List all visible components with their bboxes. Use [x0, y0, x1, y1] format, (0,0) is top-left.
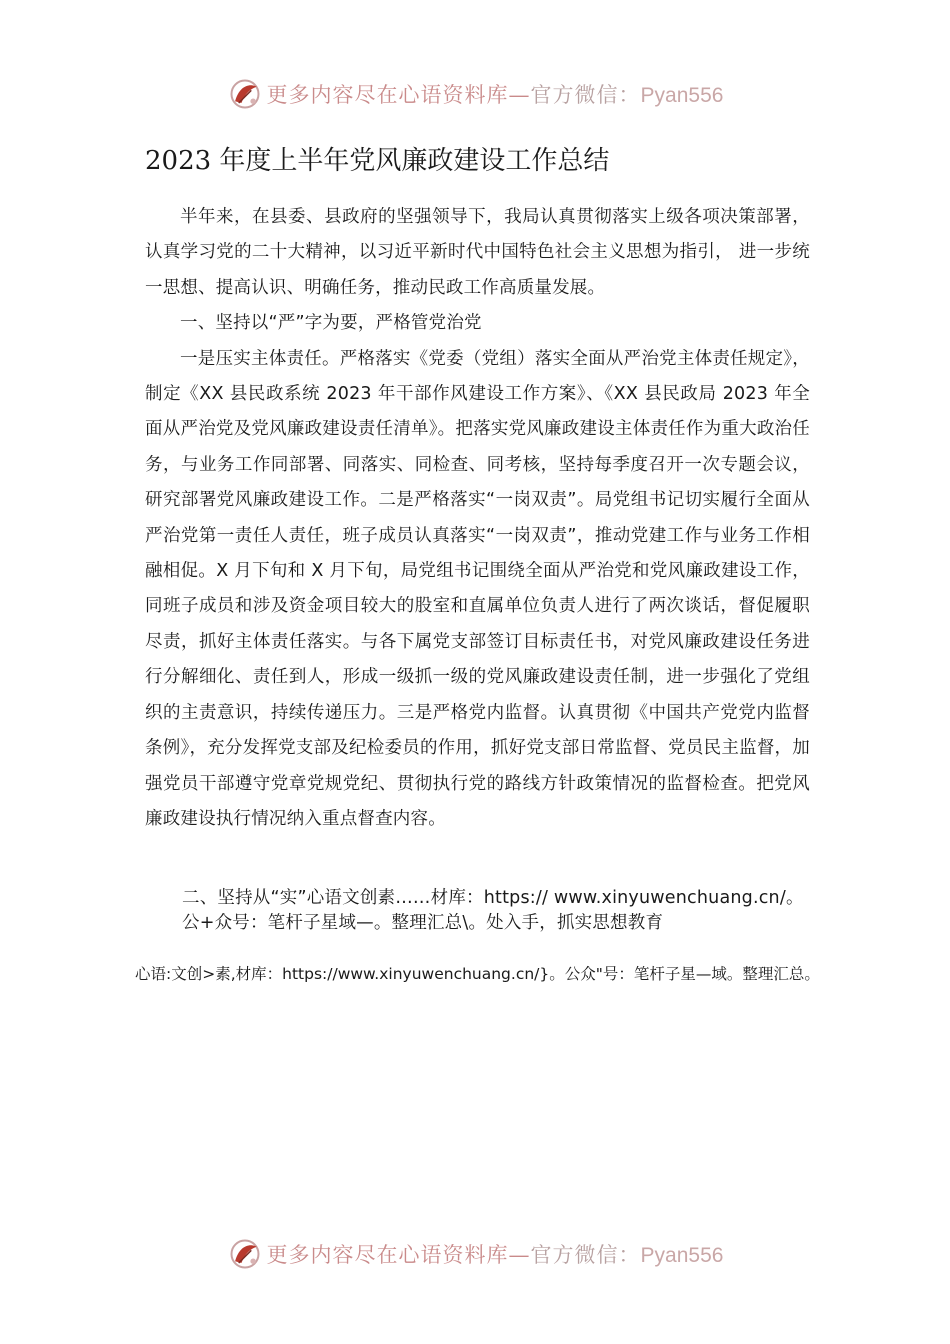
- banner-handle: Pyan556: [640, 84, 724, 107]
- banner-dash: —: [508, 1243, 531, 1267]
- banner-text: [267, 79, 724, 109]
- bottom-banner: [0, 1232, 950, 1276]
- banner-main: 更多内容尽在心语资料库: [266, 83, 509, 107]
- paragraph-intro: 半年来，在县委、县政府的坚强领导下，我局认真贯彻落实上级各项决策部署，认真学习党的二十大精神，以习近平新时代中国特色社会主义思想为指引， 进一步统一思想、提高认识、明确任务，推动民政工作高质量发展。: [145, 207, 810, 298]
- banner-handle: Pyan556: [640, 1244, 724, 1267]
- logo-icon: [227, 76, 263, 112]
- watermark-note: 心语:文创>素,材库：https://www.xinyuwenchuang.cn/}。公众"号：笔杆子星—域。整理汇总。: [135, 965, 820, 983]
- logo-icon: [227, 1236, 263, 1272]
- banner-dash: —: [508, 83, 531, 107]
- banner-wechat: 官方微信：: [530, 1243, 641, 1267]
- heading-section-2: 二、坚持从“实”心语文创素……材库：https:// www.xinyuwenchuang.cn/。公+众号：笔杆子星域—。整理汇总\。处入手，抓实思想教育: [182, 888, 804, 933]
- page-title: 2023 年度上半年党风廉政建设工作总结: [145, 146, 610, 176]
- paragraph-section-1: 一是压实主体责任。严格落实《党委（党组）落实全面从严治党主体责任规定》，制定《XX 县民政系统 2023 年干部作风建设工作方案》、《XX 县民政局 2023 年全面从严治党及党风廉政建设责任清单》。把落实党风廉政建设主体责任作为重大政治任务，与业务工作同部署、同落实、同检查、同考核，坚持每季度召开一次专题会议，研究部署党风廉政建设工作。二是严格落实“一岗双责”。局党组书记切实履行全面从严治党第一责任人责任，班子成员认真落实“一岗双责”，推动党建工作与业务工作相融相促。X 月下旬和 X 月下旬，局党组书记围绕全面从严治党和党风廉政建设工作，同班子成员和涉及资金项目较大的股室和直属单位负责人进行了两次谈话，督促履职尽责，抓好主体责任落实。与各下属党支部签订目标责任书，对党风廉政建设任务进行分解细化、责任到人，形成一级抓一级的党风廉政建设责任制，进一步强化了党组织的主责意识，持续传递压力。三是严格党内监督。认真贯彻《中国共产党党内监督条例》，充分发挥党支部及纪检委员的作用，抓好党支部日常监督、党员民主监督，加强党员干部遵守党章党规党纪、贯彻执行党的路线方针政策情况的监督检查。把党风廉政建设执行情况纳入重点督查内容。: [145, 348, 810, 829]
- banner-text: [267, 1239, 724, 1269]
- top-banner: [0, 72, 950, 116]
- banner-wechat: 官方微信：: [530, 83, 641, 107]
- document-body: [145, 200, 810, 837]
- heading-section-1: 一、坚持以“严”字为要，严格管党治党: [180, 313, 482, 334]
- banner-main: 更多内容尽在心语资料库: [266, 1243, 509, 1267]
